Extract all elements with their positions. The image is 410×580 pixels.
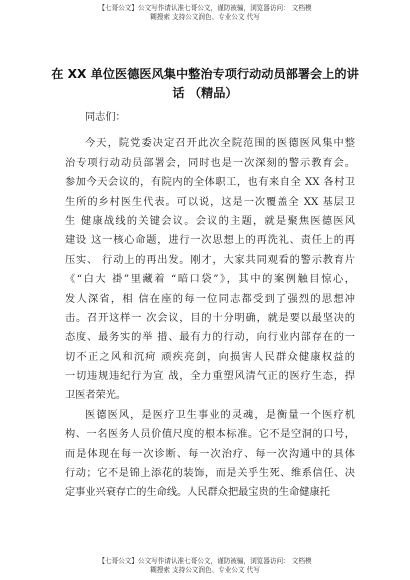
paragraph-line: 而是体现在每一次诊断、每一次治疗、每一次沟通中的具体 xyxy=(65,448,355,460)
paragraph-line: 卫医者荣光。 xyxy=(65,390,127,402)
salutation: 同志们： xyxy=(85,112,126,123)
document-title-line-1: 在 XX 单位医德医风集中整治专项行动动员部署会上的讲 xyxy=(51,67,359,81)
paragraph-line: 压实、 行动上的再出发。刚才，大家共同观看的警示教育片 xyxy=(65,254,355,266)
header-notice-line-2: 糊搜索 支持公文润色、专业公文 代写 xyxy=(150,13,260,21)
paragraph-line: 击。召开这样一 次会议，目的十分明确，就是要以最坚决的 xyxy=(65,312,355,324)
paragraph-line: 一切违规违纪行为宣 战，全力重塑风清气正的医疗生态，捍 xyxy=(65,371,355,383)
header-notice-line-1: 【七哥公文】公文写作请认准七哥公文，谨防被骗，浏览器访问： 文档模 xyxy=(98,4,312,12)
paragraph xyxy=(65,134,355,405)
paragraph-line: 态度、最务实的举 措、最有力的行动，向行业内部存在的一 xyxy=(65,332,355,344)
paragraph-line: 行动；它不是锦上添花的装饰，而是关乎生死、维系信任、决 xyxy=(65,468,355,480)
footer-notice-line-1: 【七哥公文】公文写作请认准七哥公文，谨防被骗，浏览器访问： 文档模 xyxy=(98,557,312,565)
paragraph-line: 定事业兴衰存亡的生命线。人民群众把最宝贵的生命健康托 xyxy=(65,487,330,499)
document-title-line-2: 话 （精品） xyxy=(172,86,238,100)
paragraph-line: 生所的乡村医生代表。可以说，这是一次覆盖全 XX 基层卫 xyxy=(65,196,355,208)
paragraph-line: 医德医风，是医疗卫生事业的灵魂，是衡量一个医疗机 xyxy=(85,409,355,421)
paragraph-line: 发人深省，相 信在座的每一位同志都受到了强烈的思想冲 xyxy=(65,293,355,305)
footer-notice-line-2: 糊搜索 支持公文润色、专业公文 代写 xyxy=(150,566,260,574)
paragraph-line: 构、一名医务人员价值尺度的根本标准。它不是空洞的口号， xyxy=(65,429,355,441)
header-notice-banner xyxy=(0,4,410,22)
paragraph-line: 治专项行动动员部署会，同时也是一次深刻的警示教育会。 xyxy=(65,157,355,169)
footer-notice-banner xyxy=(0,557,410,575)
paragraph-line: 生 健康战线的关键会议。会议的主题，就是聚焦医德医风 xyxy=(65,215,355,227)
paragraph-line: 建设 这一核心命题，进行一次思想上的再洗礼、责任上的再 xyxy=(65,235,355,247)
document-body xyxy=(65,108,355,503)
paragraph-line: 今天，院党委决定召开此次全院范围的医德医风集中整 xyxy=(85,138,355,150)
paragraph xyxy=(65,406,355,503)
paragraph-line: 切不正之风和沉疴 顽疾亮剑，向损害人民群众健康权益的 xyxy=(65,351,355,363)
paragraph-line: 参加今天会议的，有院内的全体职工，也有来自全 XX 各村卫 xyxy=(65,177,355,189)
paragraphs-container xyxy=(65,134,355,502)
document-title xyxy=(40,65,370,103)
paragraph-line: 《“白大 褂”里藏着 “暗口袋”》，其中的案例触目惊心， xyxy=(65,274,355,286)
